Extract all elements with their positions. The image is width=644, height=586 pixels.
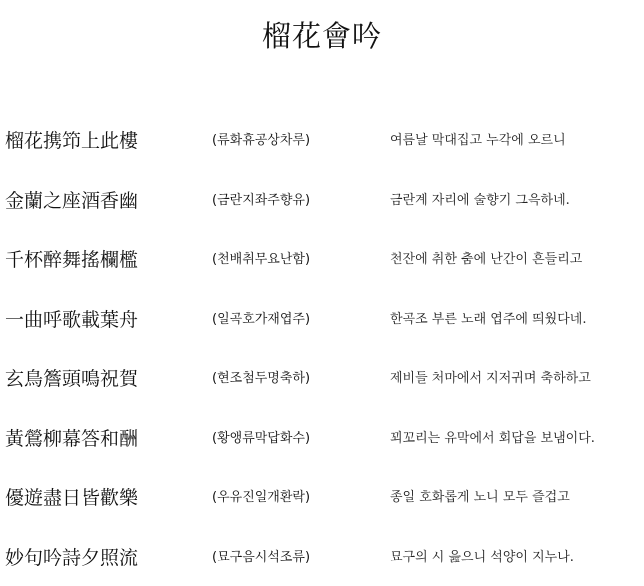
verse-translation: 종일 호화롭게 노니 모두 즐겁고 xyxy=(390,486,570,505)
verse-reading: (천배취무요난함) xyxy=(212,248,310,267)
verse-hanja: 榴花携笻上此樓 xyxy=(5,126,138,153)
verse-row-2 xyxy=(0,170,644,230)
verse-hanja: 黃鶯柳幕答和酬 xyxy=(5,424,138,451)
verse-row-8 xyxy=(0,527,644,586)
verse-translation: 묘구의 시 읊으니 석양이 지누나. xyxy=(390,546,574,565)
verse-reading: (류화휴공상차루) xyxy=(212,129,310,148)
verse-translation: 천잔에 취한 춤에 난간이 흔들리고 xyxy=(390,248,582,267)
verse-reading: (일곡호가재엽주) xyxy=(212,308,310,327)
verse-hanja: 玄鳥簷頭鳴祝賀 xyxy=(5,364,138,391)
verse-translation: 꾀꼬리는 유막에서 회답을 보냄이다. xyxy=(390,427,595,446)
verse-translation: 금란계 자리에 술향기 그윽하네. xyxy=(390,189,570,208)
verse-translation: 한곡조 부른 노래 엽주에 띄웠다네. xyxy=(390,308,586,327)
verse-hanja: 金蘭之座酒香幽 xyxy=(5,186,138,213)
verse-row-6 xyxy=(0,408,644,468)
verse-translation: 여름날 막대집고 누각에 오르니 xyxy=(390,129,566,148)
verse-hanja: 一曲呼歌載葉舟 xyxy=(5,305,138,332)
verse-row-3 xyxy=(0,229,644,289)
verse-reading: (묘구음시석조류) xyxy=(212,546,310,565)
poem-title: 榴花會吟 xyxy=(0,14,644,55)
verse-row-5 xyxy=(0,348,644,408)
verse-reading: (우유진일개환락) xyxy=(212,486,310,505)
verse-reading: (금란지좌주향유) xyxy=(212,189,310,208)
verse-hanja: 妙句吟詩夕照流 xyxy=(5,543,138,570)
verse-reading: (현조첨두명축하) xyxy=(212,367,310,386)
verse-list xyxy=(0,110,644,586)
verse-hanja: 優遊盡日皆歡樂 xyxy=(5,483,138,510)
verse-reading: (황앵류막답화수) xyxy=(212,427,310,446)
verse-hanja: 千杯醉舞搖欄檻 xyxy=(5,245,138,272)
verse-translation: 제비들 처마에서 지저귀며 축하하고 xyxy=(390,367,591,386)
verse-row-7 xyxy=(0,467,644,527)
verse-row-4 xyxy=(0,289,644,349)
verse-row-1 xyxy=(0,110,644,170)
